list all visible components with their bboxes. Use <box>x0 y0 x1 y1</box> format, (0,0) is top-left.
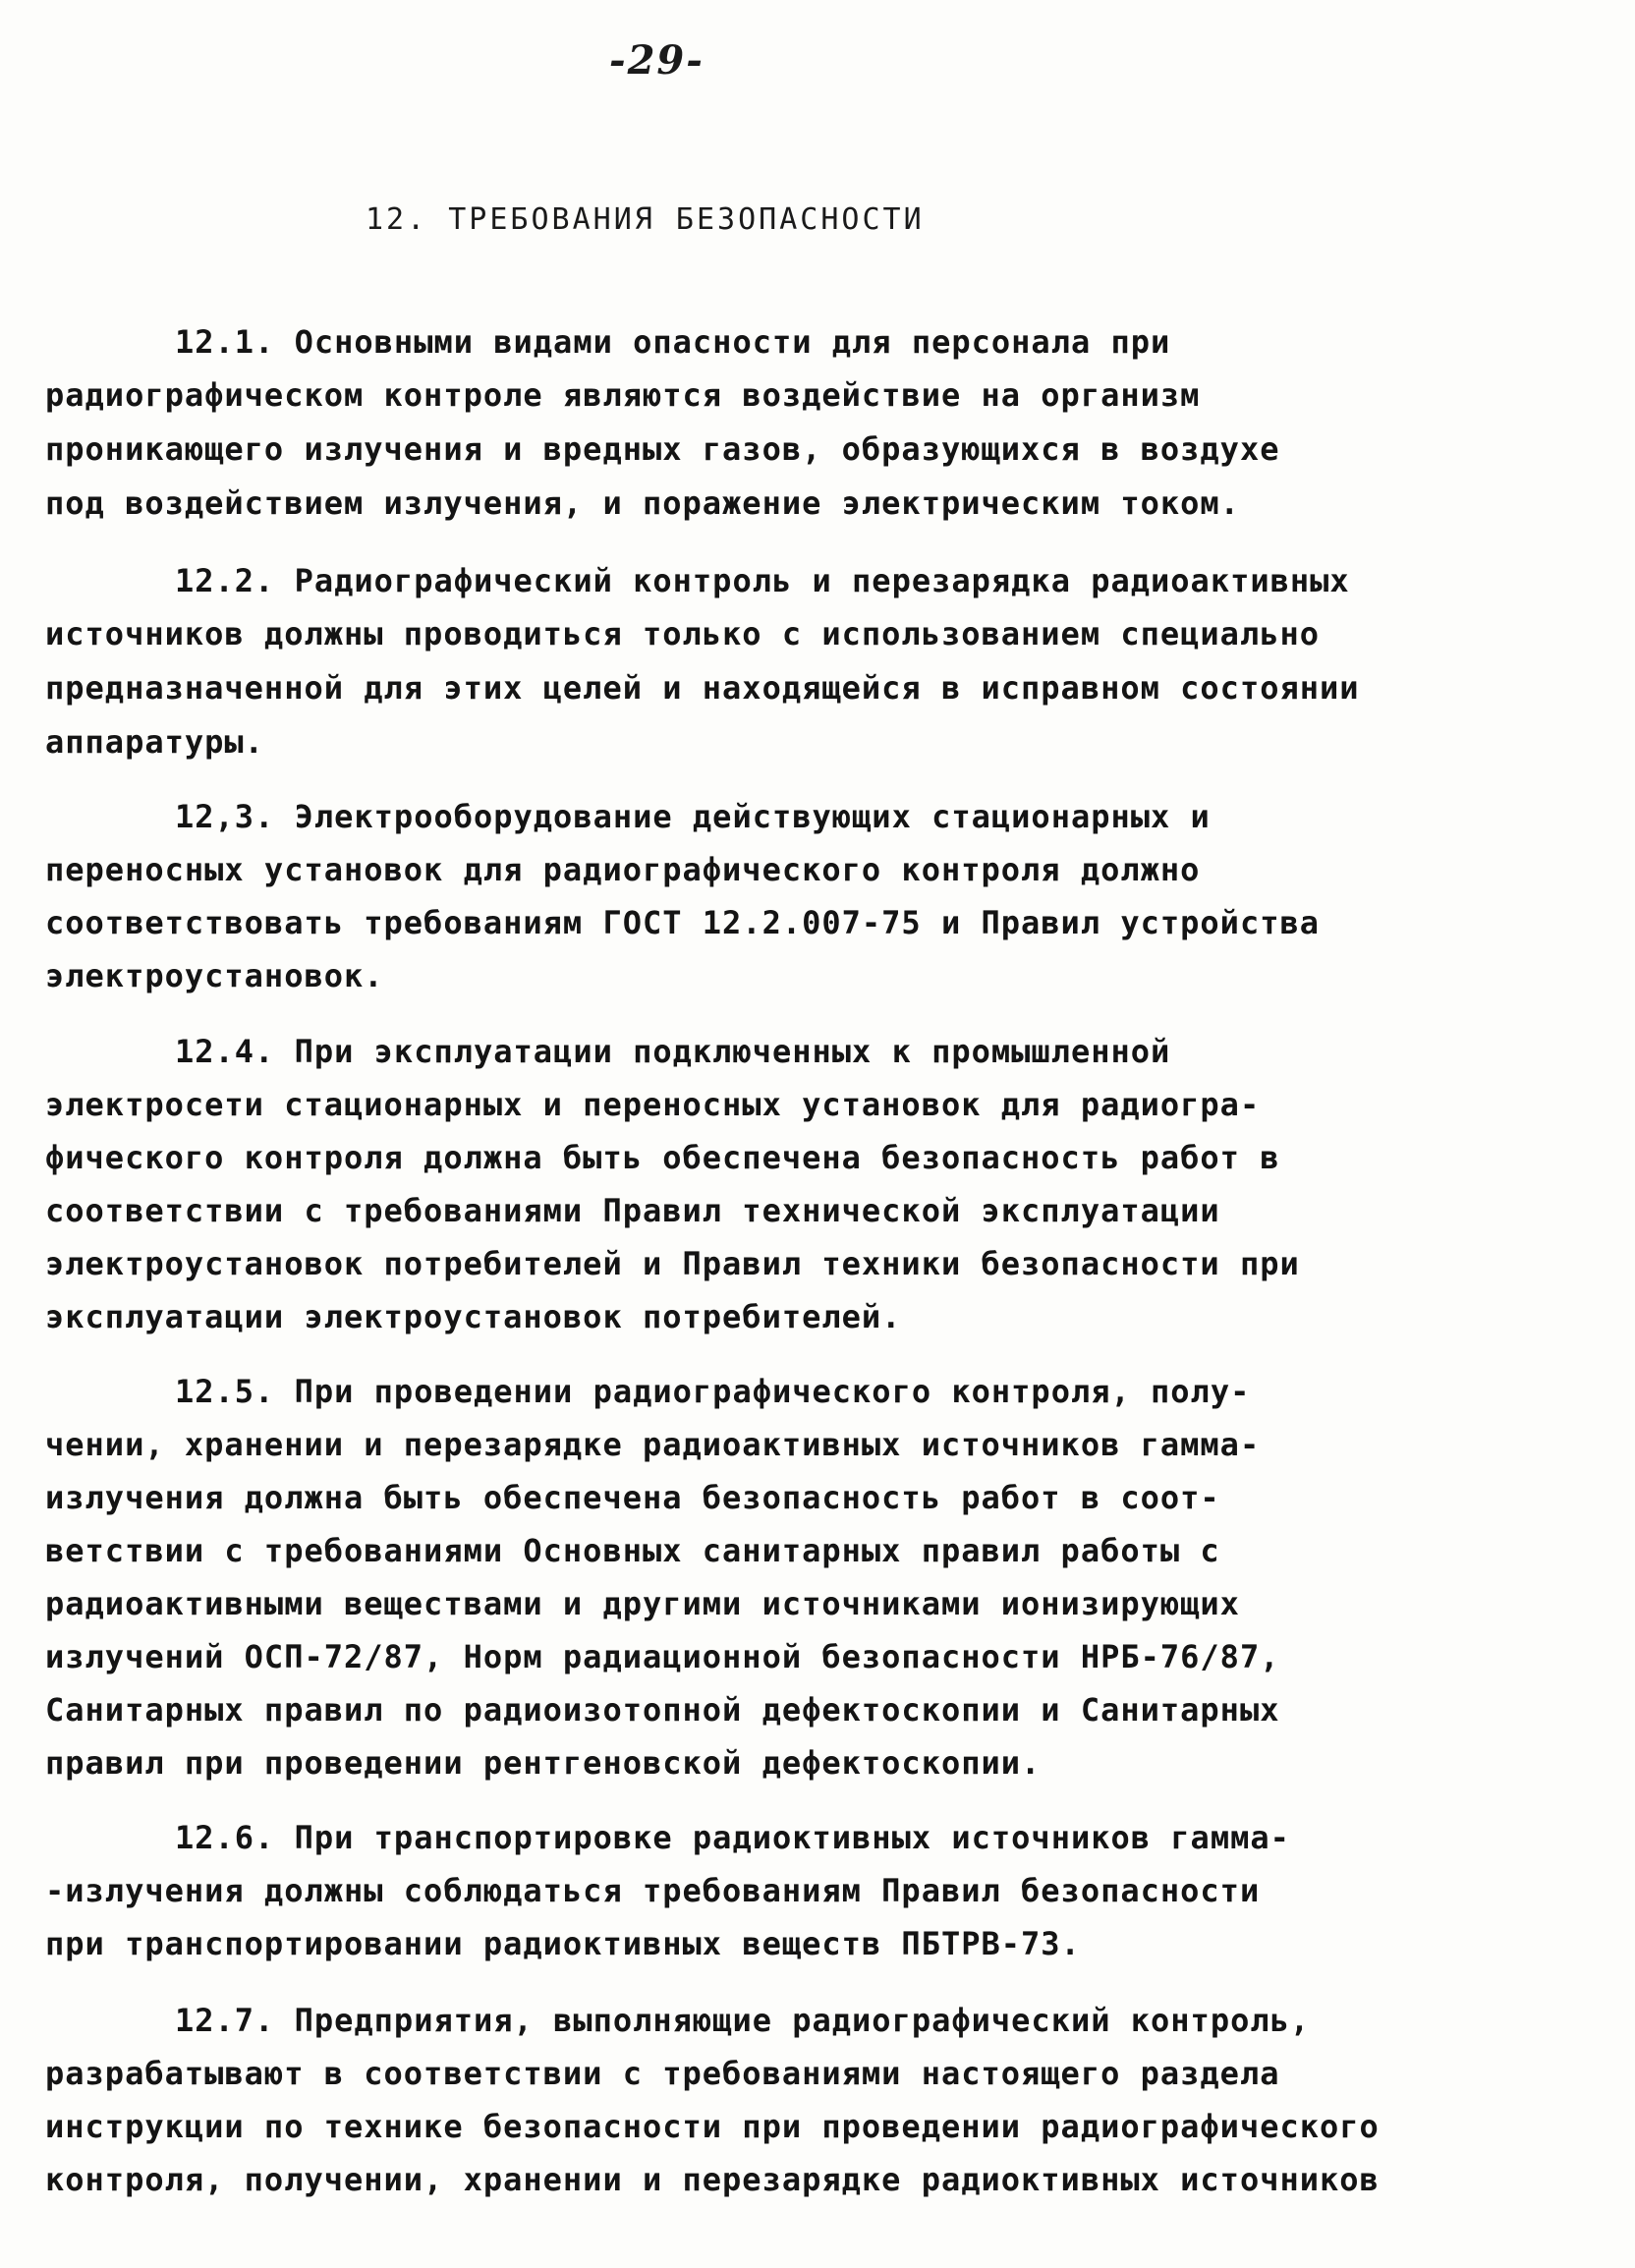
text-line: 12.4. При эксплуатации подключенных к промышленной <box>175 1033 1171 1070</box>
text-line: радиографическом контроле являются воздействие на организм <box>45 376 1201 414</box>
text-line: под воздействием излучения, и поражение электрическим током. <box>45 484 1240 522</box>
text-line: 12.1. Основными видами опасности для персонала при <box>175 323 1171 361</box>
text-line: фического контроля должна быть обеспечена безопасность работ в <box>45 1139 1280 1176</box>
text-line: предназначенной для этих целей и находящейся в исправном состоянии <box>45 669 1360 707</box>
text-line: переносных установок для радиографического контроля должно <box>45 851 1201 888</box>
text-line: при транспортировании радиоктивных веществ ПБТРВ-73. <box>45 1925 1081 1962</box>
text-line: источников должны проводиться только с использованием специально <box>45 615 1320 652</box>
text-line: -излучения должны соблюдаться требованиям Правил безопасности <box>45 1872 1261 1909</box>
text-line: 12.2. Радиографический контроль и перезарядка радиоактивных <box>175 562 1350 599</box>
text-line: чении, хранении и перезарядке радиоактивных источников гамма- <box>45 1426 1261 1463</box>
text-line: излучения должна быть обеспечена безопасность работ в соот- <box>45 1479 1220 1516</box>
text-line: соответствовать требованиям ГОСТ 12.2.007-75 и Правил устройства <box>45 904 1320 941</box>
text-line: инструкции по технике безопасности при проведении радиографического <box>45 2108 1380 2145</box>
text-line: разрабатывают в соответствии с требованиями настоящего раздела <box>45 2055 1280 2092</box>
text-line: Санитарных правил по радиоизотопной дефектоскопии и Санитарных <box>45 1691 1280 1729</box>
text-line: электроустановок потребителей и Правил техники безопасности при <box>45 1245 1300 1282</box>
text-line: излучений ОСП-72/87, Норм радиационной безопасности НРБ-76/87, <box>45 1638 1280 1675</box>
text-line: ветствии с требованиями Основных санитарных правил работы с <box>45 1532 1220 1569</box>
text-line: электросети стационарных и переносных установок для радиогра- <box>45 1086 1261 1123</box>
text-line: 12.6. При транспортировке радиоктивных источников гамма- <box>175 1819 1290 1856</box>
text-line: правил при проведении рентгеновской дефектоскопии. <box>45 1744 1042 1782</box>
text-line: соответствии с требованиями Правил технической эксплуатации <box>45 1192 1220 1229</box>
text-line: аппаратуры. <box>45 723 264 761</box>
page-number: -29- <box>609 37 705 84</box>
text-line: эксплуатации электроустановок потребителей. <box>45 1298 902 1335</box>
text-line: 12.7. Предприятия, выполняющие радиографический контроль, <box>175 2002 1311 2039</box>
text-line: проникающего излучения и вредных газов, образующихся в воздухе <box>45 430 1280 468</box>
text-line: 12,3. Электрооборудование действующих стационарных и <box>175 798 1211 835</box>
text-line: электроустановок. <box>45 957 384 994</box>
text-line: контроля, получении, хранении и перезарядке радиоктивных источников <box>45 2161 1380 2198</box>
section-title: 12. ТРЕБОВАНИЯ БЕЗОПАСНОСТИ <box>366 202 925 237</box>
text-line: 12.5. При проведении радиографического контроля, полу- <box>175 1373 1251 1410</box>
text-line: радиоактивными веществами и другими источниками ионизирующих <box>45 1585 1240 1622</box>
